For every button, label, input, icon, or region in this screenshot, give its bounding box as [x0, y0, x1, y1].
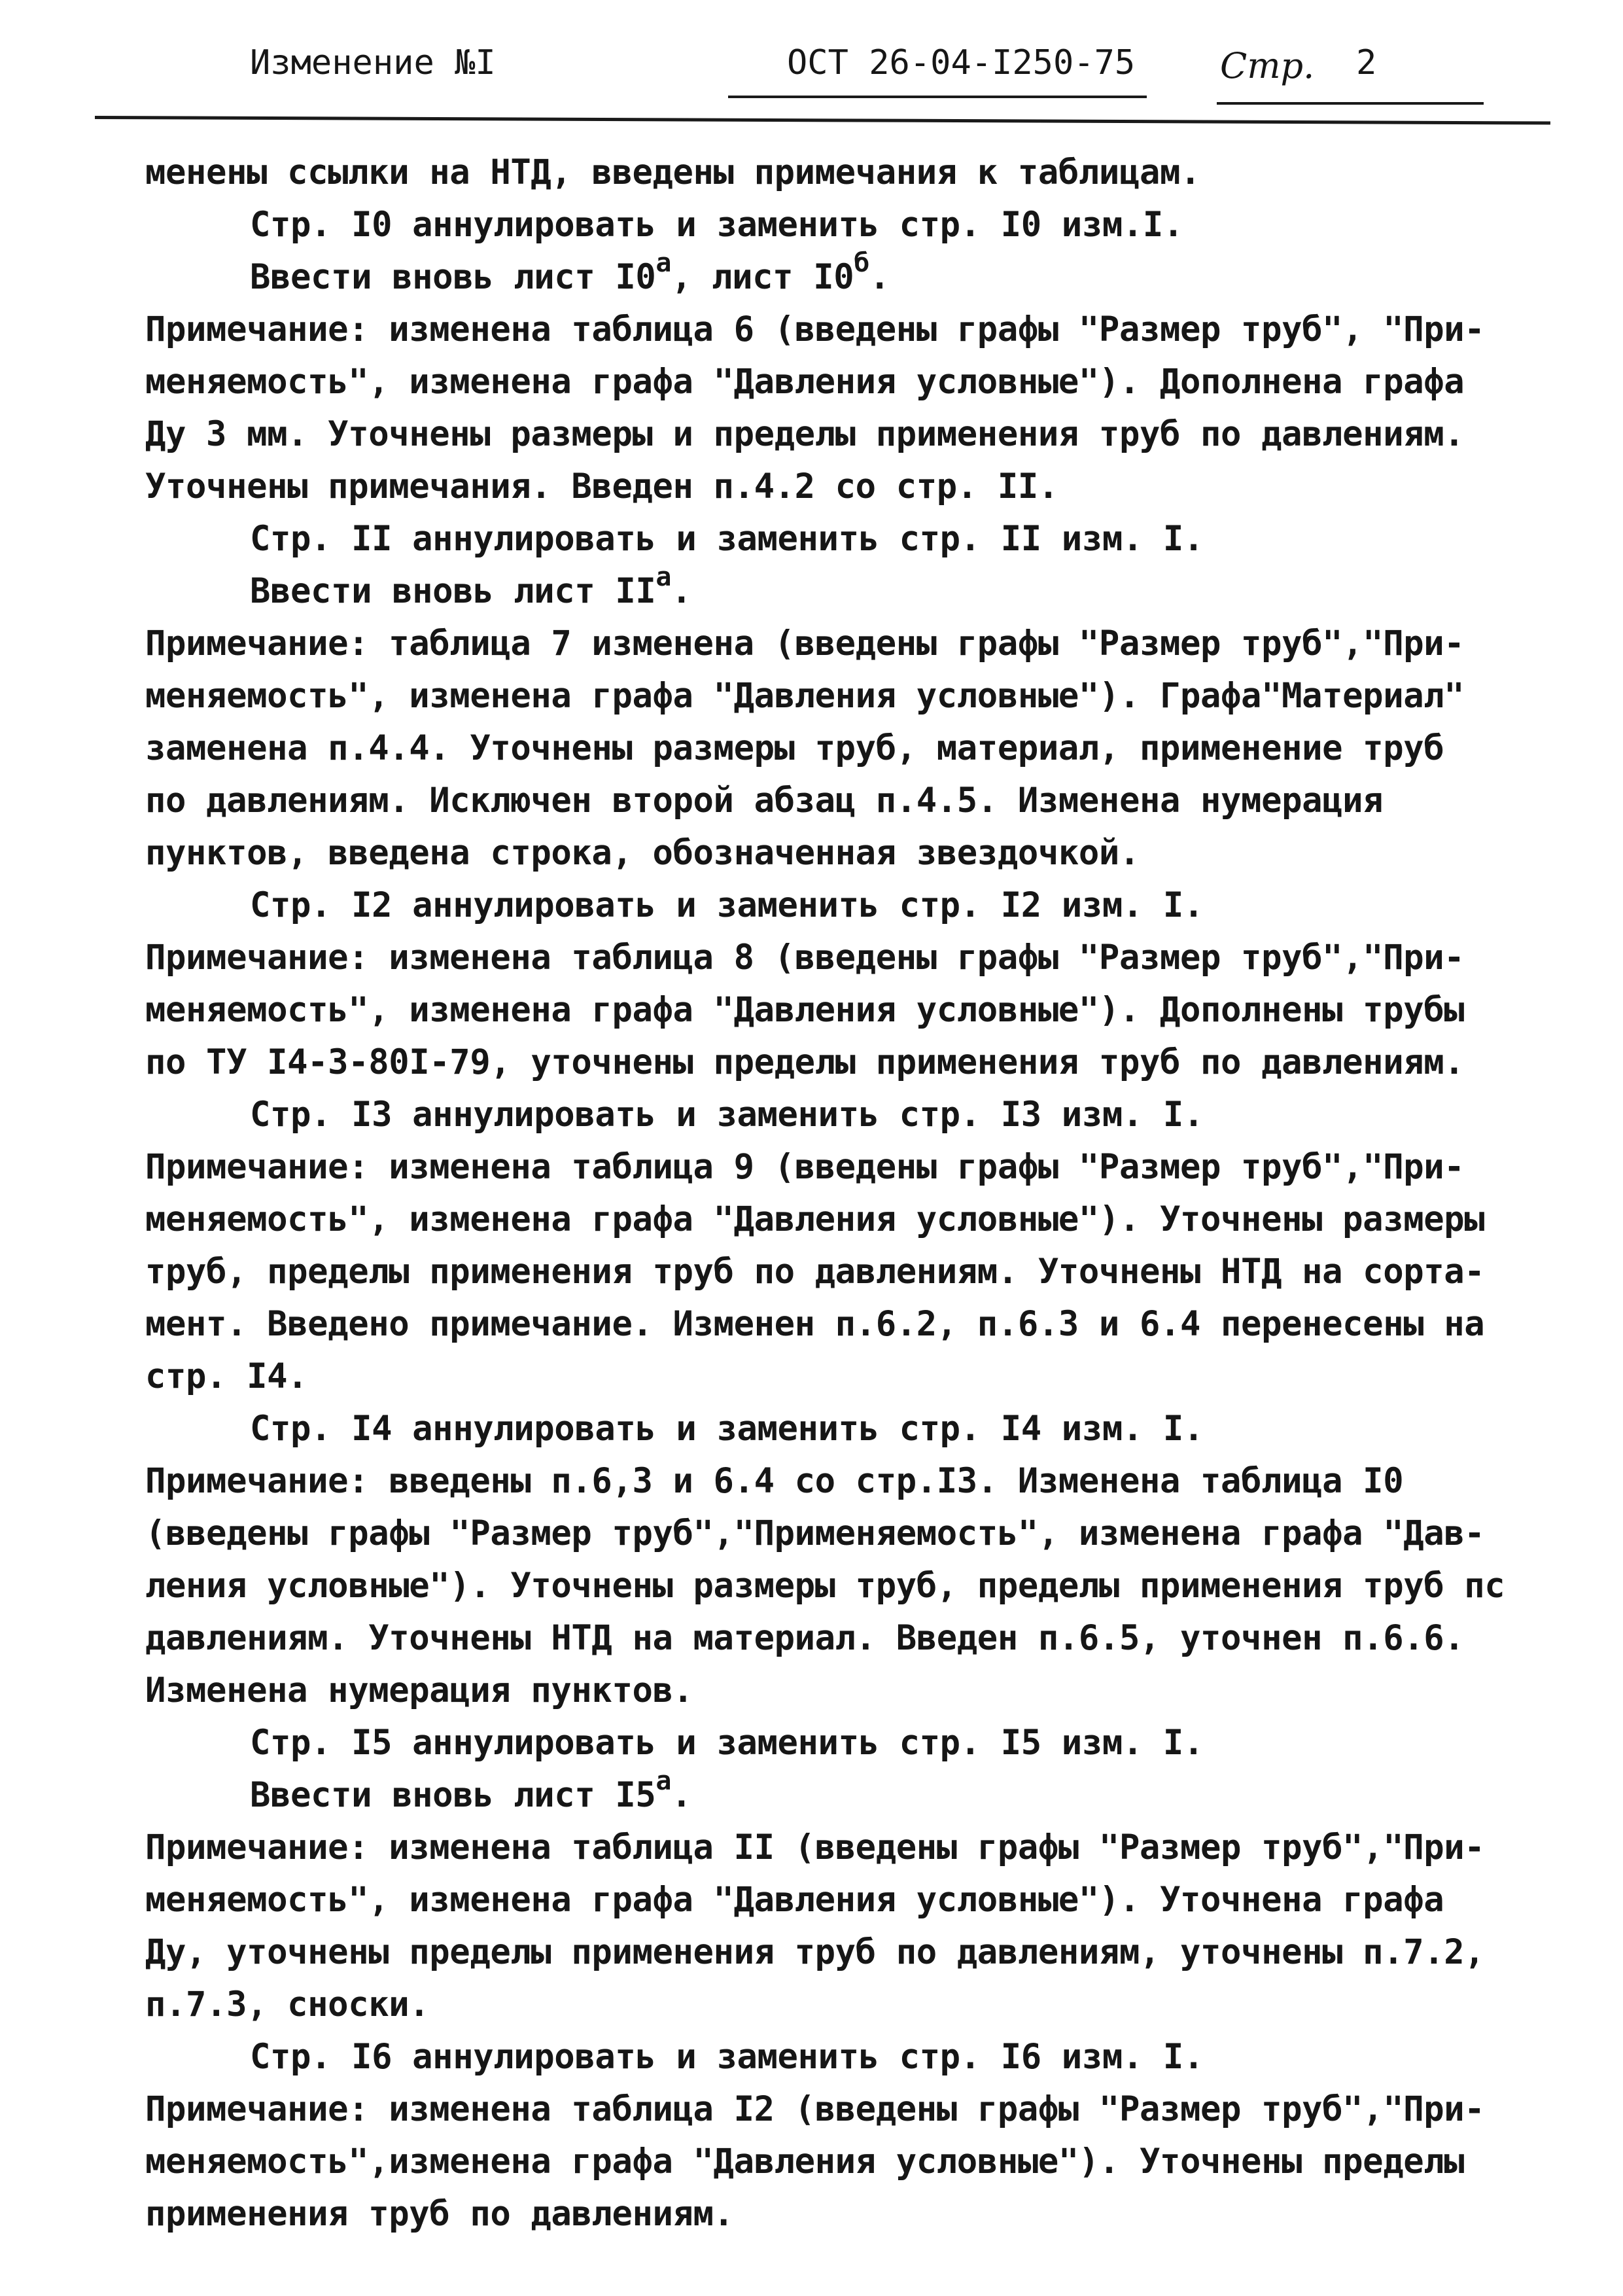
page-underline	[1217, 102, 1484, 105]
text-line: Примечание: введены п.6,3 и 6.4 со стр.I3. Изменена таблица I0	[145, 1462, 1404, 1501]
text-line: давлениям. Уточнены НТД на материал. Введен п.6.5, уточнен п.6.6.	[145, 1619, 1465, 1658]
superscript: а	[655, 562, 672, 592]
line-text: Ввести вновь лист II	[250, 572, 656, 611]
text-line: Изменена нумерация пунктов.	[145, 1671, 693, 1710]
text-line: меняемость", изменена графа "Давления условные"). Дополнены трубы	[145, 991, 1465, 1030]
text-line: ления условные"). Уточнены размеры труб, пределы применения труб пс	[145, 1566, 1505, 1606]
text-line: заменена п.4.4. Уточнены размеры труб, материал, применение труб	[145, 729, 1444, 768]
text-line: Стр. I0 аннулировать и заменить стр. I0 изм.I.	[250, 205, 1183, 245]
text-line: п.7.3, сноски.	[145, 1985, 430, 2024]
text-line	[145, 1766, 1597, 1822]
page-label: Стр.	[1220, 45, 1315, 86]
superscript: а	[655, 1766, 672, 1796]
line-text: Ввести вновь лист I0	[250, 258, 656, 297]
superscript: а	[655, 248, 672, 278]
text-line: Стр. II аннулировать и заменить стр. II изм. I.	[250, 520, 1204, 559]
text-line: меняемость", изменена графа "Давления условные"). Уточнены размеры	[145, 1200, 1485, 1239]
text-line: мент. Введено примечание. Изменен п.6.2, п.6.3 и 6.4 перенесены на	[145, 1305, 1485, 1344]
text-line: меняемость", изменена графа "Давления условные"). Дополнена графа	[145, 362, 1465, 402]
change-number: Изменение №I	[250, 43, 496, 82]
text-line: пунктов, введена строка, обозначенная звездочкой.	[145, 834, 1140, 873]
text-line: по ТУ I4-3-80I-79, уточнены пределы применения труб по давлениям.	[145, 1043, 1465, 1082]
text-line: Ду 3 мм. Уточнены размеры и пределы применения труб по давлениям.	[145, 415, 1465, 454]
text-line: Примечание: изменена таблица I2 (введены графы "Размер труб","При-	[145, 2090, 1485, 2129]
text-line: Примечание: изменена таблица 6 (введены графы "Размер труб", "При-	[145, 310, 1485, 349]
line-text: .	[869, 258, 890, 297]
text-line	[145, 248, 1597, 304]
text-line: Примечание: таблица 7 изменена (введены графы "Размер труб","При-	[145, 624, 1465, 663]
text-line	[145, 562, 1597, 618]
line-text: Ввести вновь лист I5	[250, 1776, 656, 1815]
text-line: Примечание: изменена таблица 8 (введены графы "Размер труб","При-	[145, 938, 1465, 978]
text-line: применения труб по давлениям.	[145, 2195, 734, 2234]
document-designation: ОСТ 26-04-I250-75	[787, 43, 1136, 82]
page-number: 2	[1356, 43, 1377, 82]
line-text: .	[671, 1776, 692, 1815]
text-line: меняемость", изменена графа "Давления условные"). Уточнена графа	[145, 1881, 1444, 1920]
text-line: Стр. I3 аннулировать и заменить стр. I3 изм. I.	[250, 1095, 1204, 1135]
text-line: Стр. I5 аннулировать и заменить стр. I5 изм. I.	[250, 1723, 1204, 1763]
text-line: Стр. I6 аннулировать и заменить стр. I6 изм. I.	[250, 2038, 1204, 2077]
text-line: Примечание: изменена таблица 9 (введены графы "Размер труб","При-	[145, 1148, 1465, 1187]
line-text: , лист I0	[671, 258, 854, 297]
text-line: Уточнены примечания. Введен п.4.2 со стр. II.	[145, 467, 1058, 506]
text-line: менены ссылки на НТД, введены примечания к таблицам.	[145, 153, 1201, 192]
text-line: меняемость",изменена графа "Давления условные"). Уточнены пределы	[145, 2142, 1465, 2181]
header-rule	[95, 116, 1550, 125]
text-line: Стр. I2 аннулировать и заменить стр. I2 изм. I.	[250, 886, 1204, 925]
text-line: Примечание: изменена таблица II (введены графы "Размер труб","При-	[145, 1828, 1485, 1867]
line-text: .	[671, 572, 692, 611]
document-body	[145, 147, 1597, 2240]
text-line: стр. I4.	[145, 1357, 308, 1396]
text-line: Стр. I4 аннулировать и заменить стр. I4 изм. I.	[250, 1409, 1204, 1449]
text-line: меняемость", изменена графа "Давления условные"). Графа"Материал"	[145, 677, 1465, 716]
designation-underline	[728, 96, 1147, 98]
text-line: по давлениям. Исключен второй абзац п.4.5. Изменена нумерация	[145, 781, 1384, 821]
text-line: труб, пределы применения труб по давлениям. Уточнены НТД на сорта-	[145, 1252, 1485, 1292]
superscript: б	[854, 248, 869, 278]
text-line: Ду, уточнены пределы применения труб по давлениям, уточнены п.7.2,	[145, 1933, 1485, 1972]
text-line: (введены графы "Размер труб","Применяемость", изменена графа "Дав-	[145, 1514, 1485, 1553]
